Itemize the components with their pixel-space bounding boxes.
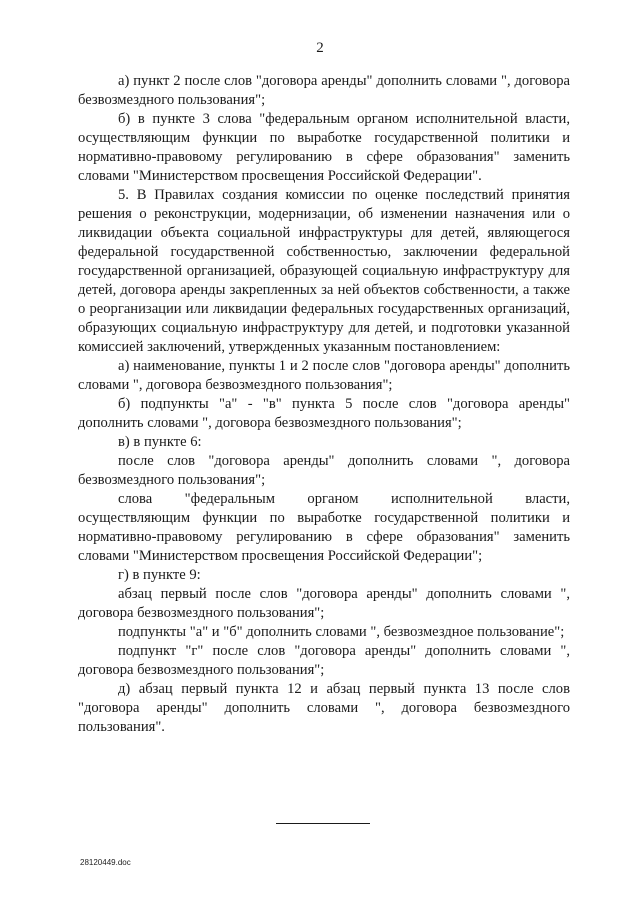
paragraph: подпункт "г" после слов "договора аренды" дополнить словами ", договора безвозмездного пользования"; — [78, 643, 570, 678]
paragraph: абзац первый после слов "договора аренды" дополнить словами ", договора безвозмездного пользования"; — [78, 586, 570, 621]
document-code: 28120449.doc — [80, 858, 131, 867]
paragraph: в) в пункте 6: — [118, 434, 202, 450]
document-body — [78, 72, 570, 737]
paragraph: слова "федеральным органом исполнительной власти, осуществляющим функции по выработке государственной политики и нормативно-правовому регулированию в сфере образования" заменить словами "Министерством просвещения Российской Федерации"; — [78, 491, 570, 564]
paragraph: а) пункт 2 после слов "договора аренды" дополнить словами ", договора безвозмездного пользования"; — [78, 73, 570, 108]
paragraph: б) подпункты "а" - "в" пункта 5 после слов "договора аренды" дополнить словами ", договора безвозмездного пользования"; — [78, 396, 570, 431]
paragraph: г) в пункте 9: — [118, 567, 201, 583]
paragraph: 5. В Правилах создания комиссии по оценке последствий принятия решения о реконструкции, модернизации, об изменении назначения или о ликвидации объекта социальной инфраструктуры для детей, являющегося федеральной государственной собственностью, заключении федеральной государственной организацией, образующей социальную инфраструктуру для детей, договора аренды закрепленных за ней объектов собственности, а также о реорганизации или ликвидации федеральных государственных организаций, образующих социальную инфраструктуру для детей, и подготовки указанной комиссией заключений, утвержденных указанным постановлением: — [78, 187, 570, 355]
paragraph: д) абзац первый пункта 12 и абзац первый пункта 13 после слов "договора аренды" дополнить словами ", договора безвозмездного пользования". — [78, 681, 570, 735]
paragraph: после слов "договора аренды" дополнить словами ", договора безвозмездного пользования"; — [78, 453, 570, 488]
page-number: 2 — [316, 40, 324, 56]
paragraph: а) наименование, пункты 1 и 2 после слов "договора аренды" дополнить словами ", договора безвозмездного пользования"; — [78, 358, 570, 393]
end-separator-line — [276, 823, 370, 824]
paragraph: подпункты "а" и "б" дополнить словами ", безвозмездное пользование"; — [118, 624, 565, 640]
paragraph: б) в пункте 3 слова "федеральным органом исполнительной власти, осуществляющим функции по выработке государственной политики и нормативно-правовому регулированию в сфере образования" заменить словами "Министерством просвещения Российской Федерации". — [78, 111, 570, 184]
